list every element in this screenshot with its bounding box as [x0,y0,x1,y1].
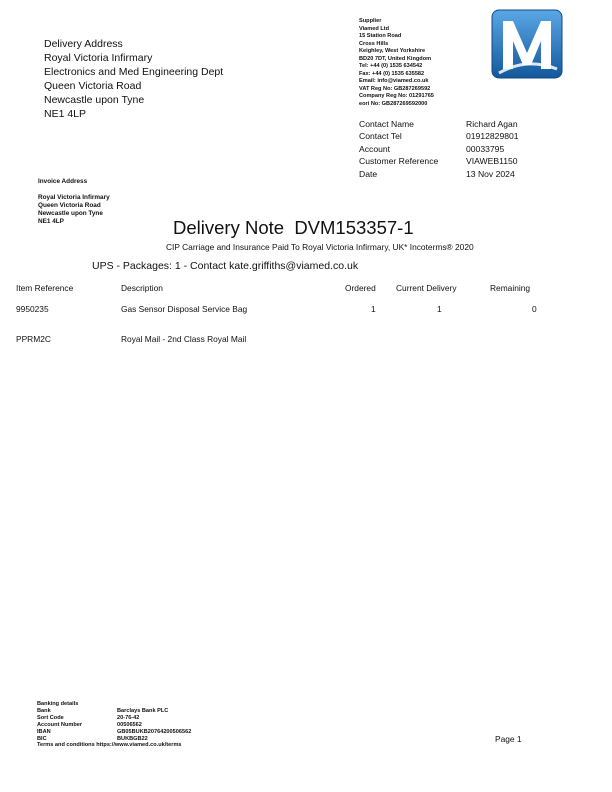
contact-label: Contact Name [359,119,414,129]
banking-key: IBAN [37,728,51,735]
invoice-address-line: Queen Victoria Road [38,202,101,209]
contact-value: 00033795 [466,143,505,154]
supplier-email: Email: info@viamed.co.uk [359,78,429,84]
cell-item-reference: 9950235 [16,304,49,314]
delivery-address-line: Electronics and Med Engineering Dept [44,66,224,78]
col-header-remaining: Remaining [490,283,531,293]
banking-value: Barclays Bank PLC [117,707,169,714]
delivery-address-line: Newcastle upon Tyne [44,94,145,106]
banking-value: 20-76-42 [117,714,140,721]
cell-current-delivery: 1 [437,304,442,314]
supplier-line: 15 Station Road [359,33,402,39]
contact-row [359,155,519,167]
delivery-address [44,37,223,121]
delivery-address-heading: Delivery Address [44,38,123,50]
contact-row [359,168,519,180]
col-header-ordered: Ordered [345,283,376,293]
contact-label: Date [359,168,378,179]
supplier-heading: Supplier [359,18,382,24]
contact-value: 13 Nov 2024 [466,168,515,179]
banking-row [37,715,191,722]
invoice-address-heading: Invoice Address [38,178,88,185]
contact-value: VIAWEB1150 [466,156,518,167]
viamed-logo-icon [491,9,563,79]
contact-value: Richard Agan [466,119,518,129]
delivery-address-line: NE1 4LP [44,108,87,120]
cell-description: Royal Mail - 2nd Class Royal Mail [121,334,247,344]
banking-key: BIC [37,735,47,742]
contact-label: Account [359,143,391,154]
page-title: Delivery Note DVM153357-1 [173,217,414,238]
supplier-details [359,18,434,108]
banking-key: Bank [37,707,51,714]
banking-row [37,736,191,743]
delivery-address-line: Royal Victoria Infirmary [44,52,153,64]
col-header-item-reference: Item Reference [16,283,74,293]
supplier-line: VAT Reg No: GB287269592 [359,85,431,92]
cell-item-reference: PPRM2C [16,334,51,344]
contact-label: Contact Tel [359,131,402,142]
delivery-address-line: Queen Victoria Road [44,80,142,92]
banking-row [37,722,191,729]
banking-heading: Banking details [37,701,79,707]
page-number: Page 1 [495,734,522,744]
invoice-address-line: Royal Victoria Infirmary [38,194,110,201]
banking-value: GB05BUKB20764200506562 [117,728,192,735]
supplier-line: Cross Hills [359,40,389,47]
contact-details [359,118,519,180]
invoice-address-line: Newcastle upon Tyne [38,210,103,217]
contact-value: 01912829801 [466,131,519,142]
cell-ordered: 1 [371,304,376,314]
supplier-line: eori No: GB287269592000 [359,100,428,107]
cell-remaining: 0 [532,304,537,314]
contact-row [359,130,519,142]
viamed-logo [491,9,563,79]
cell-description: Gas Sensor Disposal Service Bag [121,304,248,314]
banking-value: BUKBGB22 [117,735,148,742]
banking-key: Sort Code [37,714,64,721]
banking-row [37,708,191,715]
shipping-info: UPS - Packages: 1 - Contact kate.griffiths@viamed.co.uk [92,260,359,272]
supplier-line: Company Reg No: 01291765 [359,93,434,99]
contact-row [359,143,519,155]
incoterms-text: CIP Carriage and Insurance Paid To Royal Victoria Infirmary, UK* Incoterms® 2020 [166,242,474,252]
supplier-line: Fax: +44 (0) 1535 635582 [359,70,425,77]
supplier-line: Viamed Ltd [359,25,390,32]
contact-row [359,118,519,130]
col-header-current-delivery: Current Delivery [396,283,457,293]
supplier-line: BD20 7DT, United Kingdom [359,55,432,62]
supplier-line: Keighley, West Yorkshire [359,48,426,54]
banking-row [37,729,191,736]
contact-label: Customer Reference [359,156,439,167]
supplier-line: Tel: +44 (0) 1535 634542 [359,63,423,69]
terms-link[interactable]: Terms and conditions https://www.viamed.co.uk/terms [37,742,182,749]
banking-value: 00506562 [117,721,142,728]
col-header-description: Description [121,283,163,293]
banking-details [37,701,191,749]
invoice-address-line: NE1 4LP [38,218,64,225]
banking-key: Account Number [37,721,83,728]
invoice-address [38,178,110,226]
